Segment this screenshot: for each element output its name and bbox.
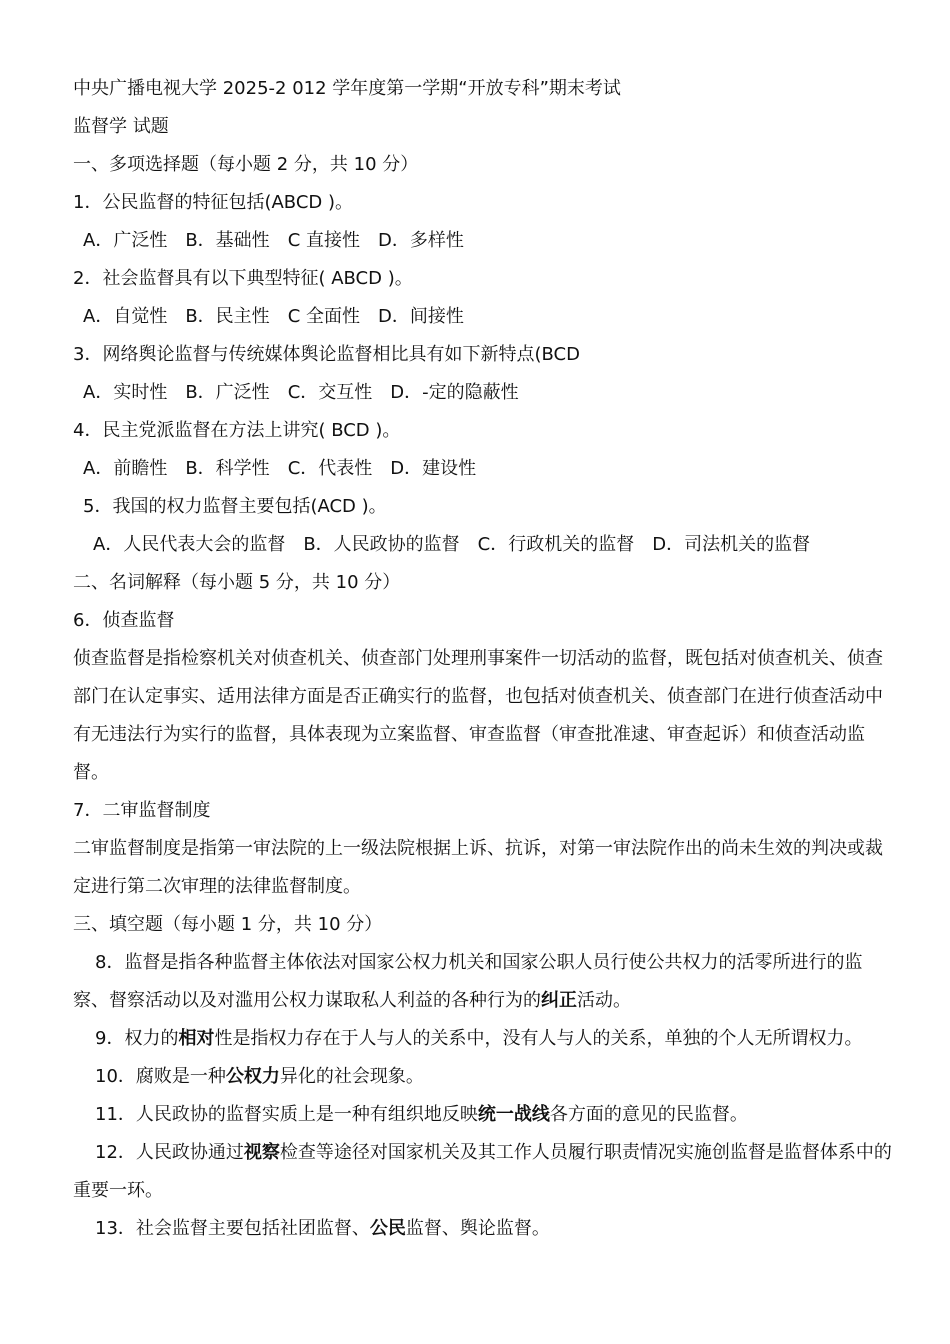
option: B．广泛性 (185, 382, 270, 403)
fill-blank-text: 10．腐败是一种 (95, 1066, 226, 1087)
option: A．前瞻性 (83, 458, 168, 479)
section-heading-term-explanation: 二、名词解释（每小题 5 分，共 10 分） (73, 572, 401, 593)
exam-title: 中央广播电视大学 2025-2 012 学年度第一学期“开放专科”期末考试 (73, 78, 621, 99)
option: D．间接性 (377, 306, 464, 327)
question-options (73, 222, 893, 260)
exam-page (73, 70, 893, 1248)
fill-blank-text: 异化的社会现象。 (279, 1066, 424, 1087)
fill-blank-text: 11．人民政协的监督实质上是一种有组织地反映 (95, 1104, 478, 1125)
option: C 直接性 (287, 230, 360, 251)
question-options (73, 450, 893, 488)
option: B．民主性 (185, 306, 270, 327)
fill-blank-text: 活动。 (577, 990, 631, 1011)
section-heading-multiple-choice: 一、多项选择题（每小题 2 分，共 10 分） (73, 154, 419, 175)
option: B．人民政协的监督 (303, 534, 460, 555)
fill-blank-answer: 统一战线 (477, 1104, 550, 1125)
question-options (73, 526, 893, 564)
fill-blank-text: 检查等途径对国家机关及其工作人员履行职责情况实施创监督是监督体系中的重要一环。 (73, 1142, 892, 1201)
fill-blank-text: 各方面的意见的民监督。 (549, 1104, 748, 1125)
option: C．代表性 (287, 458, 373, 479)
question-stem: 3．网络舆论监督与传统媒体舆论监督相比具有如下新特点(BCD (73, 344, 580, 365)
fill-blank-text: 9．权力的 (95, 1028, 179, 1049)
exam-subject: 监督学 试题 (73, 116, 169, 137)
fill-blank-text: 监督、舆论监督。 (405, 1218, 550, 1239)
fill-blank-item (73, 944, 893, 1020)
option: A．自觉性 (83, 306, 168, 327)
question-stem: 1．公民监督的特征包括(ABCD )。 (73, 192, 353, 213)
fill-blank-item (73, 1096, 893, 1134)
option: C．交互性 (287, 382, 373, 403)
option: B．基础性 (185, 230, 270, 251)
fill-blank-text: 性是指权力存在于人与人的关系中，没有人与人的关系，单独的个人无所谓权力。 (214, 1028, 863, 1049)
option: A．实时性 (83, 382, 168, 403)
fill-blank-answer: 纠正 (541, 990, 577, 1011)
fill-blank-text: 8．监督是指各种监督主体依法对国家公权力机关和国家公职人员行使公共权力的活零所进行的监察、督察活动以及对滥用公权力谋取私人利益的各种行为的 (73, 952, 863, 1011)
fill-blank-item (73, 1020, 893, 1058)
question-stem: 2．社会监督具有以下典型特征( ABCD )。 (73, 268, 413, 289)
term-definition: 二审监督制度是指第一审法院的上一级法院根据上诉、抗诉，对第一审法院作出的尚未生效的判决或裁定进行第二次审理的法律监督制度。 (73, 838, 883, 897)
option: D．司法机关的监督 (652, 534, 811, 555)
option: A．人民代表大会的监督 (93, 534, 286, 555)
option: B．科学性 (185, 458, 270, 479)
fill-blank-answer: 视察 (243, 1142, 280, 1163)
question-stem: 5．我国的权力监督主要包括(ACD )。 (83, 496, 387, 517)
fill-blank-answer: 相对 (178, 1028, 215, 1049)
question-options (73, 298, 893, 336)
fill-blank-answer: 公权力 (225, 1066, 280, 1087)
term-title: 7．二审监督制度 (73, 800, 211, 821)
section-heading-fill-in-blank: 三、填空题（每小题 1 分，共 10 分） (73, 914, 383, 935)
fill-blank-text: 13．社会监督主要包括社团监督、 (95, 1218, 370, 1239)
option: C 全面性 (287, 306, 360, 327)
option: D．多样性 (377, 230, 464, 251)
question-stem: 4．民主党派监督在方法上讲究( BCD )。 (73, 420, 401, 441)
option: D．-定的隐蔽性 (390, 382, 519, 403)
option: C．行政机关的监督 (477, 534, 635, 555)
fill-blank-item (73, 1134, 893, 1210)
fill-blank-text: 12．人民政协通过 (95, 1142, 244, 1163)
question-options (73, 374, 893, 412)
term-title: 6．侦查监督 (73, 610, 175, 631)
fill-blank-item (73, 1058, 893, 1096)
term-definition: 侦查监督是指检察机关对侦查机关、侦查部门处理刑事案件一切活动的监督，既包括对侦查机关、侦查部门在认定事实、适用法律方面是否正确实行的监督，也包括对侦查机关、侦查部门在进行侦查活动中有无违法行为实行的监督，具体表现为立案监督、审查监督（审查批准逮、审查起诉）和侦查活动监督。 (73, 648, 883, 783)
option: D．建设性 (390, 458, 477, 479)
option: A．广泛性 (83, 230, 168, 251)
fill-blank-answer: 公民 (369, 1218, 406, 1239)
fill-blank-item (73, 1210, 893, 1248)
